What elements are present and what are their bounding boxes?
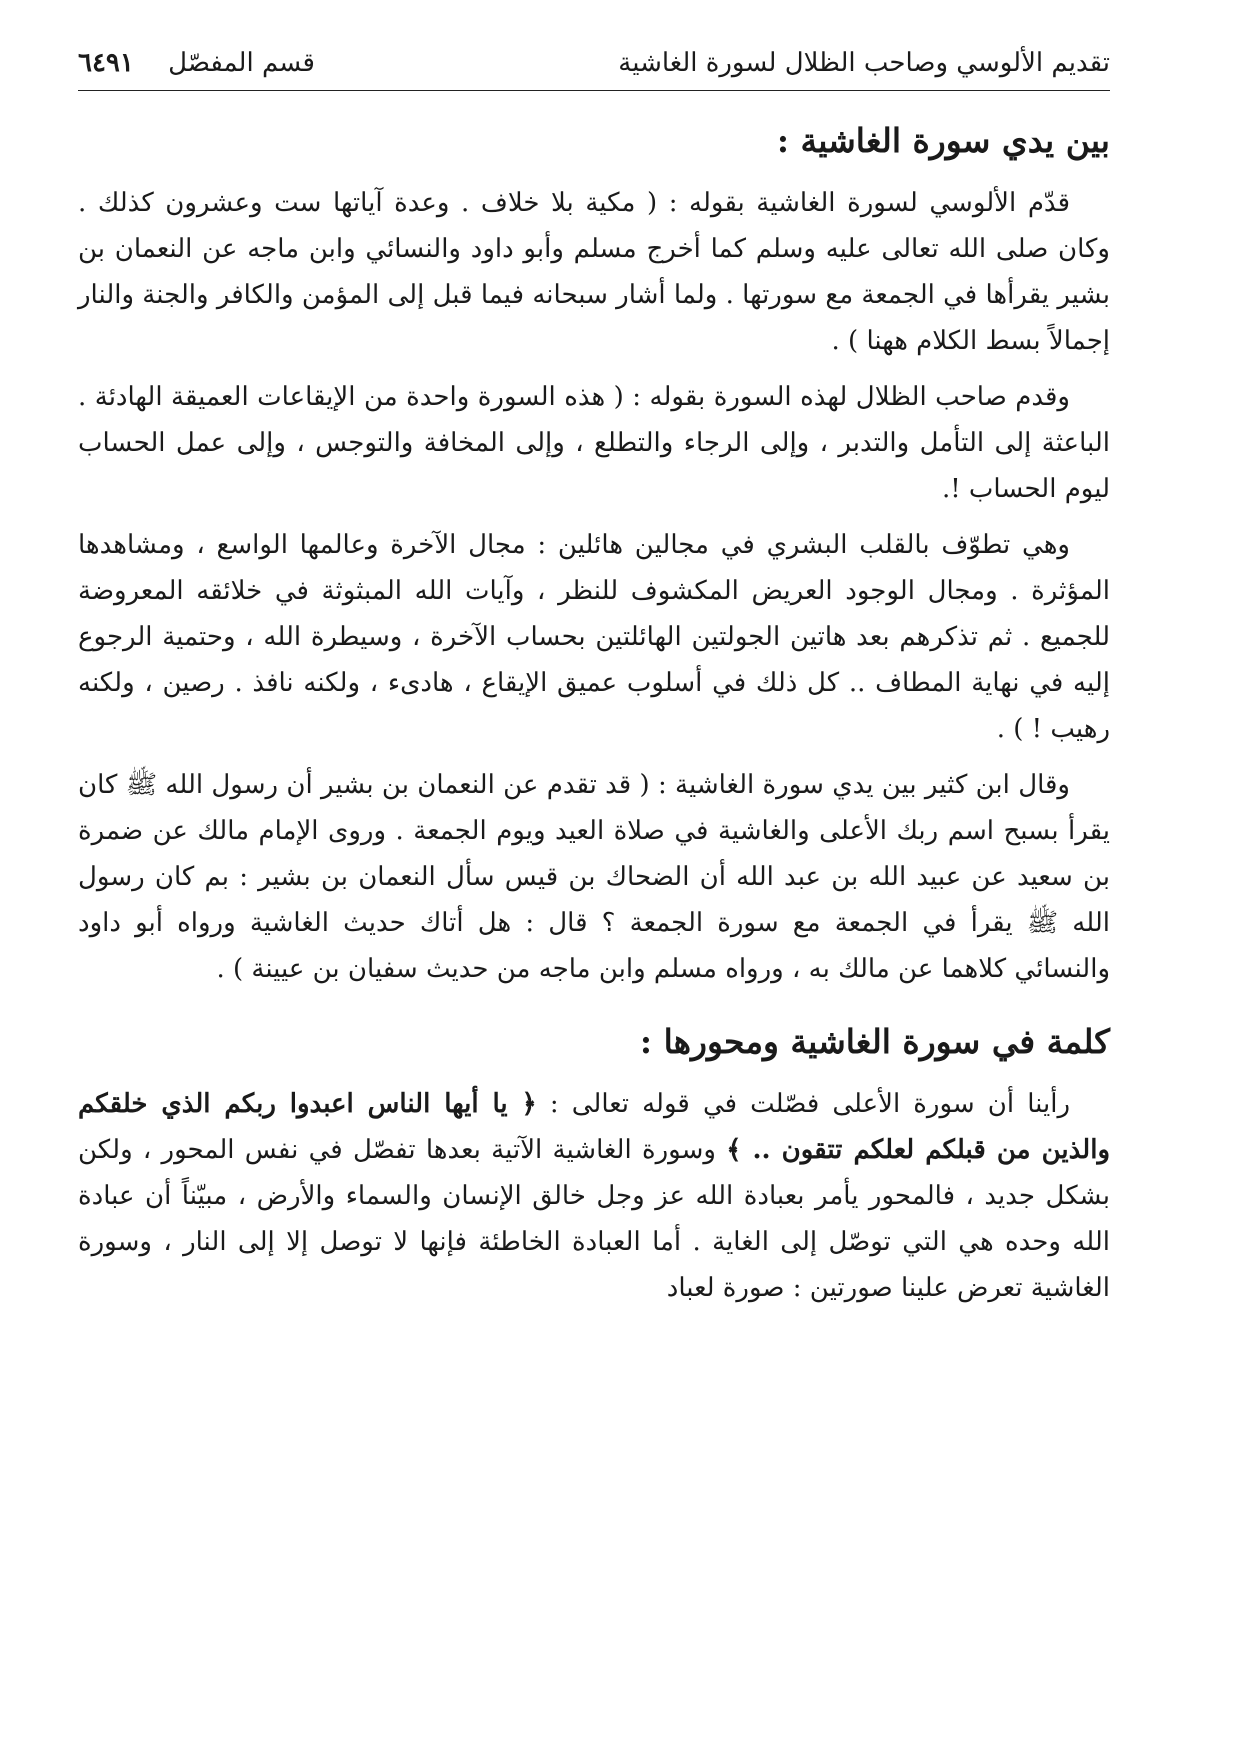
page bbox=[78, 40, 1110, 1321]
paragraph-zilal-continued: وهي تطوّف بالقلب البشري في مجالين هائلين : مجال الآخرة وعالمها الواسع ، ومشاهدها المؤثرة . ومجال الوجود العريض المكشوف للنظر ، وآيات الله المبثوثة في خلائقه المعروضة للجميع . ثم تذكرهم بعد هاتين الجولتين الهائلتين بحساب الآخرة ، وسيطرة الله ، وحتمية الرجوع إليه في نهاية المطاف .. كل ذلك في أسلوب عميق الإيقاع ، هادىء ، ولكنه نافذ . رصين ، ولكنه رهيب ! ) . bbox=[78, 530, 1110, 744]
axis-rest: وسورة الغاشية الآتية بعدها تفصّل في نفس المحور ، ولكن بشكل جديد ، فالمحور يأمر بعبادة الله عز وجل خالق الإنسان والسماء والأرض ، مبيّناً أن عبادة الله وحده هي التي توصّل إلى الغاية . أما العبادة الخاطئة فإنها لا توصل إلا إلى النار ، وسورة الغاشية تعرض علينا صورتين : صورة لعباد bbox=[78, 1135, 1110, 1303]
section-heading-axis: كلمة في سورة الغاشية ومحورها : bbox=[639, 1022, 1110, 1061]
paragraph-axis bbox=[78, 1081, 1110, 1311]
header-left-group bbox=[78, 48, 315, 78]
axis-lead: رأينا أن سورة الأعلى فصّلت في قوله تعالى : bbox=[549, 1089, 1071, 1119]
quran-quote: ﴿ يا أيها الناس اعبدوا ربكم الذي خلقكم والذين من قبلكم لعلكم تتقون .. ﴾ bbox=[78, 1089, 1111, 1165]
paragraph-zilal: وقدم صاحب الظلال لهذه السورة بقوله : ( هذه السورة واحدة من الإيقاعات العميقة الهادئة . الباعثة إلى التأمل والتدبر ، وإلى الرجاء والتطلع ، وإلى المخافة والتوجس ، وإلى عمل الحساب ليوم الحساب !. bbox=[78, 382, 1110, 504]
paragraph-alusi: قدّم الألوسي لسورة الغاشية بقوله : ( مكية بلا خلاف . وعدة آياتها ست وعشرون كذلك . وكان صلى الله تعالى عليه وسلم كما أخرج مسلم وأبو داود والنسائي وابن ماجه عن النعمان بن بشير يقرأها في الجمعة مع سورتها . ولما أشار سبحانه فيما قبل إلى المؤمن والكافر والجنة والنار إجمالاً بسط الكلام ههنا ) . bbox=[78, 188, 1110, 356]
part-title: قسم المفصّل bbox=[168, 48, 315, 78]
section-heading-intro: بين يدي سورة الغاشية : bbox=[776, 121, 1110, 160]
running-title: تقديم الألوسي وصاحب الظلال لسورة الغاشية bbox=[618, 48, 1110, 78]
paragraph-ibn-kathir: وقال ابن كثير بين يدي سورة الغاشية : ( قد تقدم عن النعمان بن بشير أن رسول الله ﷺ كان يقرأ بسبح اسم ربك الأعلى والغاشية في صلاة العيد ويوم الجمعة . وروى الإمام مالك عن ضمرة بن سعيد عن عبيد الله بن عبد الله أن الضحاك بن قيس سأل النعمان بن بشير : بم كان رسول الله ﷺ يقرأ في الجمعة مع سورة الجمعة ؟ قال : هل أتاك حديث الغاشية ورواه أبو داود والنسائي كلاهما عن مالك به ، ورواه مسلم وابن ماجه من حديث سفيان بن عيينة ) . bbox=[78, 770, 1110, 984]
page-number: ٦٤٩١ bbox=[78, 48, 134, 78]
running-header bbox=[78, 40, 1110, 91]
